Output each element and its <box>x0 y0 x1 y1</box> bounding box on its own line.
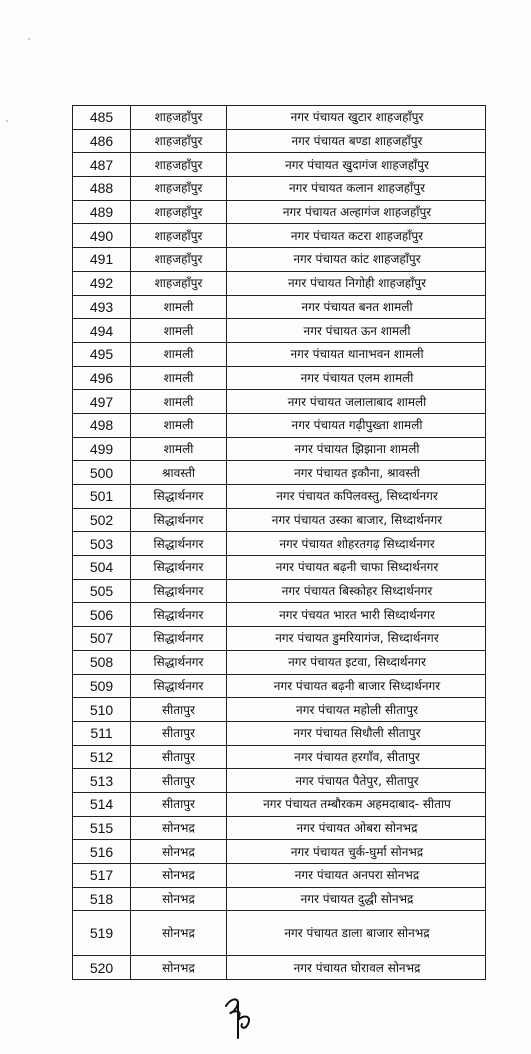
nagar-panchayat-cell: नगर पंचायत ओबरा सोनभद्र <box>227 816 486 840</box>
serial-number-cell: 518 <box>73 887 131 911</box>
serial-number-cell: 504 <box>73 556 131 580</box>
table-row <box>73 792 486 816</box>
nagar-panchayat-cell: नगर पंचायत खुदागंज शाहजहाँपुर <box>227 153 486 177</box>
table-row <box>73 319 486 343</box>
serial-number-cell: 496 <box>73 366 131 390</box>
serial-number-cell: 497 <box>73 390 131 414</box>
district-cell: शामली <box>131 390 227 414</box>
serial-number-cell: 500 <box>73 461 131 485</box>
table-row <box>73 532 486 556</box>
district-cell: सिद्धार्थनगर <box>131 579 227 603</box>
table-row <box>73 224 486 248</box>
nagar-panchayat-cell: नगर पंचायत चुर्क-घुर्मा सोनभद्र <box>227 840 486 864</box>
district-cell: श्रावस्ती <box>131 461 227 485</box>
nagar-panchayat-cell: नगर पंचायत बनत शामली <box>227 295 486 319</box>
nagar-panchayat-cell: नगर पंचायत बण्डा शाहजहाँपुर <box>227 129 486 153</box>
serial-number-cell: 507 <box>73 627 131 651</box>
district-cell: शाहजहाँपुर <box>131 271 227 295</box>
serial-number-cell: 489 <box>73 200 131 224</box>
nagar-panchayat-cell: नगर पंचायत कांट शाहजहाँपुर <box>227 248 486 272</box>
serial-number-cell: 511 <box>73 721 131 745</box>
serial-number-cell: 515 <box>73 816 131 840</box>
district-cell: सोनभद्र <box>131 887 227 911</box>
table-row <box>73 177 486 201</box>
table-row <box>73 342 486 366</box>
district-cell: सीतापुर <box>131 698 227 722</box>
table-row <box>73 816 486 840</box>
table-row <box>73 153 486 177</box>
table-row <box>73 485 486 509</box>
district-cell: शामली <box>131 413 227 437</box>
serial-number-cell: 512 <box>73 745 131 769</box>
nagar-panchayat-cell: नगर पंचायत जलालाबाद शामली <box>227 390 486 414</box>
scan-speck <box>6 120 8 122</box>
nagar-panchayat-cell: नगर पंचायत घोरावल सोनभद्र <box>227 956 486 980</box>
table-row <box>73 461 486 485</box>
serial-number-cell: 508 <box>73 650 131 674</box>
nagar-panchayat-cell: नगर पंचायत एलम शामली <box>227 366 486 390</box>
table-row <box>73 271 486 295</box>
nagar-panchayat-cell: नगर पंचायत निगोही शाहजहाँपुर <box>227 271 486 295</box>
serial-number-cell: 516 <box>73 840 131 864</box>
district-cell: सिद्धार्थनगर <box>131 485 227 509</box>
district-cell: शामली <box>131 342 227 366</box>
serial-number-cell: 487 <box>73 153 131 177</box>
district-cell: शाहजहाँपुर <box>131 153 227 177</box>
scan-speck <box>28 38 30 40</box>
nagar-panchayat-cell: नगर पंचायत महोली सीतापुर <box>227 698 486 722</box>
district-cell: सिद्धार्थनगर <box>131 508 227 532</box>
nagar-panchayat-cell: नगर पंचायत कपिलवस्तु, सिध्दार्थनगर <box>227 485 486 509</box>
serial-number-cell: 503 <box>73 532 131 556</box>
table-row <box>73 603 486 627</box>
district-cell: शाहजहाँपुर <box>131 129 227 153</box>
district-cell: सोनभद्र <box>131 911 227 956</box>
table-row <box>73 508 486 532</box>
table-row <box>73 366 486 390</box>
serial-number-cell: 493 <box>73 295 131 319</box>
district-cell: सीतापुर <box>131 721 227 745</box>
nagar-panchayat-cell: नगर पंचायत कटरा शाहजहाँपुर <box>227 224 486 248</box>
table-row <box>73 911 486 956</box>
nagar-panchayat-cell: नगर पंचायत अनपरा सोनभद्र <box>227 864 486 888</box>
table-row <box>73 956 486 980</box>
nagar-panchayat-cell: नगर पंचायत बढ़नी चाफा सिध्दार्थनगर <box>227 556 486 580</box>
serial-number-cell: 486 <box>73 129 131 153</box>
district-cell: सोनभद्र <box>131 956 227 980</box>
district-cell: शामली <box>131 366 227 390</box>
serial-number-cell: 491 <box>73 248 131 272</box>
district-cell: शाहजहाँपुर <box>131 248 227 272</box>
nagar-panchayat-cell: नगर पंचायत तम्बौरकम अहमदाबाद- सीताप <box>227 792 486 816</box>
nagar-panchayat-cell: नगर पंचायत इकौना, श्रावस्ती <box>227 461 486 485</box>
serial-number-cell: 499 <box>73 437 131 461</box>
serial-number-cell: 514 <box>73 792 131 816</box>
nagar-panchayat-cell: नगर पंचायत गढ़ीपुख्ता शामली <box>227 413 486 437</box>
table-row <box>73 674 486 698</box>
nagar-panchayat-cell: नगर पंचायत ऊन शामली <box>227 319 486 343</box>
serial-number-cell: 502 <box>73 508 131 532</box>
table-row <box>73 721 486 745</box>
serial-number-cell: 506 <box>73 603 131 627</box>
serial-number-cell: 513 <box>73 769 131 793</box>
nagar-panchayat-cell: नगर पंचायत पैतेपुर, सीतापुर <box>227 769 486 793</box>
nagar-panchayat-table <box>72 105 486 980</box>
table-row <box>73 390 486 414</box>
table-row <box>73 864 486 888</box>
nagar-panchayat-cell: नगर पंचायत खुटार शाहजहाँपुर <box>227 106 486 130</box>
district-cell: सिद्धार्थनगर <box>131 556 227 580</box>
serial-number-cell: 485 <box>73 106 131 130</box>
district-cell: शाहजहाँपुर <box>131 224 227 248</box>
district-cell: शामली <box>131 295 227 319</box>
serial-number-cell: 490 <box>73 224 131 248</box>
nagar-panchayat-cell: नगर पंचायत बढ़नी बाजार सिध्दार्थनगर <box>227 674 486 698</box>
table-row <box>73 627 486 651</box>
table-row <box>73 887 486 911</box>
district-cell: सिद्धार्थनगर <box>131 532 227 556</box>
signature-mark <box>218 992 258 1042</box>
district-cell: सीतापुर <box>131 792 227 816</box>
district-cell: सोनभद्र <box>131 864 227 888</box>
table-row <box>73 106 486 130</box>
district-cell: सिद्धार्थनगर <box>131 627 227 651</box>
district-cell: शाहजहाँपुर <box>131 177 227 201</box>
serial-number-cell: 488 <box>73 177 131 201</box>
district-cell: सिद्धार्थनगर <box>131 603 227 627</box>
table-row <box>73 556 486 580</box>
district-cell: सोनभद्र <box>131 816 227 840</box>
table-row <box>73 413 486 437</box>
nagar-panchayat-cell: नगर पंचायत दुद्धी सोनभद्र <box>227 887 486 911</box>
district-cell: शाहजहाँपुर <box>131 200 227 224</box>
nagar-panchayat-cell: नगर पंचायत इटवा, सिध्दार्थनगर <box>227 650 486 674</box>
serial-number-cell: 520 <box>73 956 131 980</box>
nagar-panchayat-cell: नगर पंचायत उस्का बाजार, सिध्दार्थनगर <box>227 508 486 532</box>
table-row <box>73 295 486 319</box>
serial-number-cell: 494 <box>73 319 131 343</box>
nagar-panchayat-cell: नगर पंचायत डाला बाजार सोनभद्र <box>227 911 486 956</box>
nagar-panchayat-cell: नगर पंचायत थानाभवन शामली <box>227 342 486 366</box>
district-cell: शामली <box>131 319 227 343</box>
nagar-panchayat-cell: नगर पंचायत अल्हागंज शाहजहाँपुर <box>227 200 486 224</box>
table-row <box>73 698 486 722</box>
district-cell: सीतापुर <box>131 769 227 793</box>
table-row <box>73 650 486 674</box>
district-cell: शामली <box>131 437 227 461</box>
serial-number-cell: 509 <box>73 674 131 698</box>
district-cell: सीतापुर <box>131 745 227 769</box>
table-body <box>73 106 486 980</box>
table-row <box>73 579 486 603</box>
table-row <box>73 745 486 769</box>
serial-number-cell: 510 <box>73 698 131 722</box>
district-cell: सिद्धार्थनगर <box>131 674 227 698</box>
serial-number-cell: 498 <box>73 413 131 437</box>
nagar-panchayat-cell: नगर पंचायत डुमरियागंज, सिध्दार्थनगर <box>227 627 486 651</box>
nagar-panchayat-cell: नगर पंचायत झिझाना शामली <box>227 437 486 461</box>
table-row <box>73 248 486 272</box>
table-row <box>73 840 486 864</box>
table-row <box>73 437 486 461</box>
serial-number-cell: 505 <box>73 579 131 603</box>
serial-number-cell: 517 <box>73 864 131 888</box>
nagar-panchayat-cell: नगर पंचायत शोहरतगढ़ सिध्दार्थनगर <box>227 532 486 556</box>
nagar-panchayat-cell: नगर पंचायत कलान शाहजहाँपुर <box>227 177 486 201</box>
table-row <box>73 200 486 224</box>
district-cell: सिद्धार्थनगर <box>131 650 227 674</box>
district-cell: शाहजहाँपुर <box>131 106 227 130</box>
district-cell: सोनभद्र <box>131 840 227 864</box>
serial-number-cell: 492 <box>73 271 131 295</box>
nagar-panchayat-cell: नगर पंचायत सिधौली सीतापुर <box>227 721 486 745</box>
nagar-panchayat-cell: नगर पंचायत बिस्कोहर सिध्दार्थनगर <box>227 579 486 603</box>
table-row <box>73 129 486 153</box>
serial-number-cell: 519 <box>73 911 131 956</box>
table-row <box>73 769 486 793</box>
serial-number-cell: 501 <box>73 485 131 509</box>
serial-number-cell: 495 <box>73 342 131 366</box>
nagar-panchayat-cell: नगर पंचयत भारत भारी सिध्दार्थनगर <box>227 603 486 627</box>
nagar-panchayat-cell: नगर पंचायत हरगाँव, सीतापुर <box>227 745 486 769</box>
